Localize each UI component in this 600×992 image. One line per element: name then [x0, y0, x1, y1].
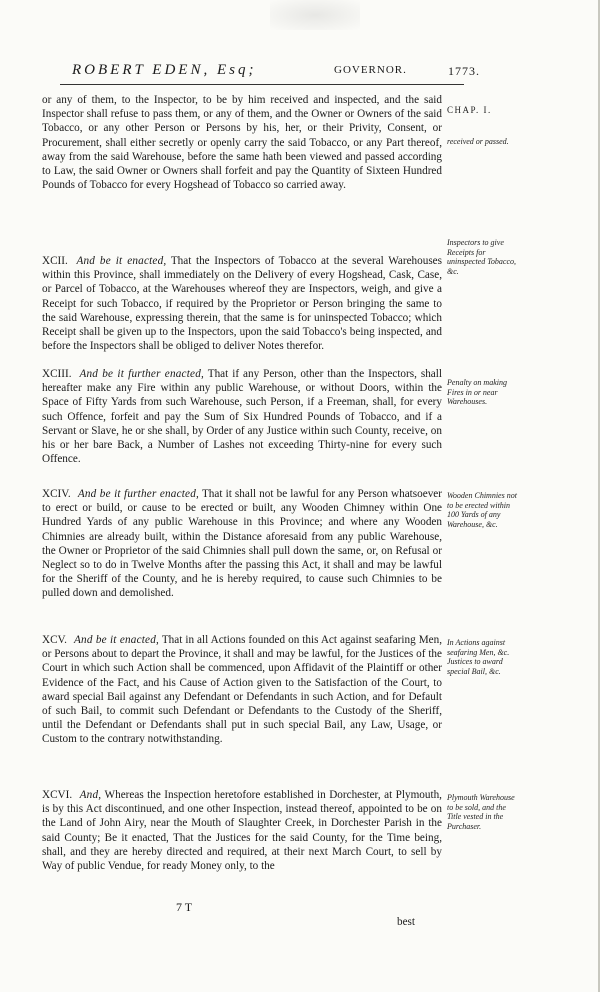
header-rule: [60, 84, 464, 85]
catchword: best: [397, 916, 416, 928]
section-xcvi: [42, 788, 442, 873]
margin-note-xciv: Wooden Chimnies not to be erected within 100 Yards of any Warehouse, &c.: [447, 491, 517, 529]
margin-chapter: CHAP. I.: [447, 105, 492, 115]
section-xcv-text: That in all Actions founded on this Act against seafaring Men, or Persons about to depart the Province, it shall and may be lawful, for the Justices of the Court in which such Action shall be commenced, upon Affidavit of the Plaintiff or other Evidence of the Fact, and his Cause of Action given to the Satisfaction of the Court, to award special Bail against any Defendant or Defendants in such Action, and for Default of such Bail, to commit such Defendant or Defendants to the Custody of the Sheriff, until the Defendant or Defendants shall put in such special Bail, any Law, Usage, or Custom to the contrary notwithstanding.: [42, 634, 443, 746]
section-xciii-number: XCIII.: [42, 368, 72, 380]
section-xci-continuation: [42, 93, 442, 192]
page-stain: [270, 0, 360, 30]
section-xcii-number: XCII.: [42, 255, 68, 267]
section-xciv-enacting-clause: And be it further enacted,: [77, 488, 200, 500]
signature-mark: 7 T: [176, 900, 193, 914]
section-xcvi-enacting-clause: And,: [79, 789, 102, 801]
section-xcii-enacting-clause: And be it enacted,: [76, 255, 167, 267]
margin-note-xcii: Inspectors to give Receipts for uninspected Tobacco, &c.: [447, 238, 517, 276]
running-head-name: ROBERT EDEN, Esq;: [72, 62, 257, 78]
section-xcvi-number: XCVI.: [42, 789, 73, 801]
section-xciii-enacting-clause: And be it further enacted,: [79, 368, 204, 380]
margin-note-xciii: Penalty on making Fires in or near Warehouses.: [447, 378, 507, 407]
section-xcv: [42, 633, 442, 747]
running-head-year: 1773.: [448, 64, 480, 78]
section-xcv-number: XCV.: [42, 634, 67, 646]
section-xcii-text: That the Inspectors of Tobacco at the several Warehouses within this Province, shall immediately on the Delivery of every Hogshead, Cask, Case, or Parcel of Tobacco, at the Warehouses whereof they are Inspectors, weigh, and give a Receipt for such Tobacco, if required by the Proprietor or Person bringing the same to the said Warehouse, expressing therein, that the same is for uninspected Tobacco; which Receipt shall be given up to the Inspectors, upon the said Tobacco's being inspected, and before the Inspectors shall be obliged to deliver Notes therefor.: [42, 255, 442, 353]
margin-note-xcv: In Actions against seafaring Men, &c. Justices to award special Bail, &c.: [447, 638, 510, 676]
margin-note-received: received or passed.: [447, 137, 509, 146]
section-xciv-text: That it shall not be lawful for any Person whatsoever to erect or build, or cause to be erected or built, any Wooden Chimney within One Hundred Yards of any public Warehouse in this Province; and where any Wooden Chimnies are already built, within the Distance aforesaid from any public Warehouse, the Owner or Proprietor of the said Chimnies shall pull down the same, or, on Refusal or Neglect so to do in Twelve Months after the passing this Act, it shall and may be lawful for the Sheriff of the County, and he is hereby required, to cause such Chimnies to be pulled down and demolished.: [42, 488, 442, 600]
section-xciii-text: That if any Person, other than the Inspectors, shall hereafter make any Fire within any public Warehouse, or without Doors, within the Space of Fifty Yards from such Warehouse, such Person, if a Freeman, shall, for every such Offence, forfeit and pay the Sum of Six Hundred Pounds of Tobacco, and if a Servant or Slave, he or she shall, by Order of any Justice within such County, receive, on his or her bare Back, a Number of Lashes not exceeding Thirty-nine for every such Offence.: [42, 368, 442, 466]
section-xcvi-text: Whereas the Inspection heretofore established in Dorchester, at Plymouth, is by this Act discontinued, and one other Inspection, instead thereof, appointed to be on the Land of John Airy, near the Mouth of Slaughter Creek, in Dorchester Parish in the said County; Be it enacted, That the Justices for the said County, for the Time being, shall, and they are hereby directed and required, at their next March Court, to sell by Way of public Vendue, for ready Money only, to the: [42, 789, 442, 873]
section-xciv: [42, 487, 442, 601]
section-xciv-number: XCIV.: [42, 488, 71, 500]
running-head-title: GOVERNOR.: [334, 64, 407, 76]
section-xcii: [42, 254, 442, 353]
section-xcv-enacting-clause: And be it enacted,: [74, 634, 160, 646]
section-xci-text: or any of them, to the Inspector, to be by him received and inspected, and the said Inspector shall refuse to pass them, or any of them, and the Owner or Owners of the said Tobacco, or any other Person or Persons by his, her, or their Privity, Consent, or Procurement, shall either secretly or openly carry the said Tobacco, or any Part thereof, away from the said Warehouse, before the same hath been viewed and passed according to Law, the said Owner or Owners shall forfeit and pay the Quantity of Sixteen Hundred Pounds of Tobacco for every Hogshead of Tobacco so carried away.: [42, 94, 442, 192]
section-xciii: [42, 367, 442, 466]
margin-note-xcvi: Plymouth Warehouse to be sold, and the Title vested in the Purchaser.: [447, 793, 515, 831]
